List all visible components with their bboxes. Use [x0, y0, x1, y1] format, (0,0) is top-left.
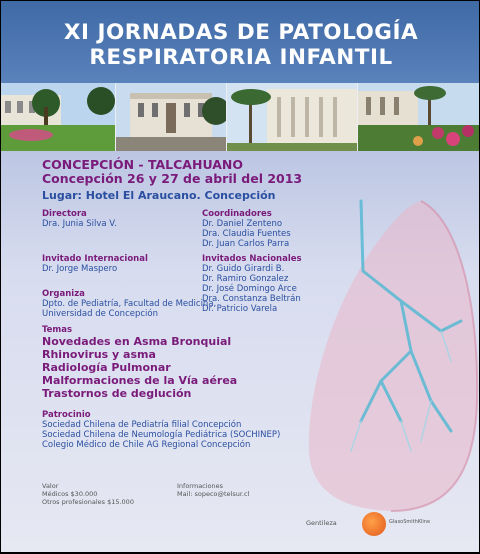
invitado-nacional-name: Dra. Constanza Beltrán: [202, 294, 301, 304]
organiza-line: Dpto. de Pediatría, Facultad de Medicina,: [42, 299, 217, 309]
invitado-nacional-name: Dr. Guido Girardi B.: [202, 264, 285, 274]
event-venue: Lugar: Hotel El Araucano. Concepción: [42, 189, 276, 202]
tema-item: Radiología Pulmonar: [42, 361, 171, 374]
lung-illustration: [301, 191, 479, 521]
valor-line: Médicos $30.000: [42, 490, 98, 498]
valor-label: Valor: [42, 482, 59, 490]
invitado-internacional-label: Invitado Internacional: [42, 254, 148, 264]
invitado-nacional-name: Dr. José Domingo Arce: [202, 284, 297, 294]
coordinadores-label: Coordinadores: [202, 209, 272, 219]
header-banner: [1, 1, 479, 83]
patrocinio-line: Colegio Médico de Chile AG Regional Concepción: [42, 440, 251, 450]
valor-line: Otros profesionales $15.000: [42, 498, 134, 506]
tema-item: Novedades en Asma Bronquial: [42, 335, 232, 348]
coordinador-name: Dra. Claudia Fuentes: [202, 229, 291, 239]
photo-flower-garden: [358, 83, 479, 151]
photo-campus-garden: [1, 83, 115, 151]
coordinador-name: Dr. Daniel Zenteno: [202, 219, 283, 229]
event-date: Concepción 26 y 27 de abril del 2013: [42, 171, 303, 186]
tema-item: Rhinovirus y asma: [42, 348, 156, 361]
glaxosmithkline-logo-text: GlaxoSmithKline: [389, 519, 431, 525]
photo-university-building: [116, 83, 226, 151]
organiza-label: Organiza: [42, 289, 85, 299]
organiza-line: Universidad de Concepción: [42, 309, 158, 319]
event-poster: [1, 1, 479, 552]
patrocinio-label: Patrocinio: [42, 410, 91, 420]
photo-palm-building: [227, 83, 357, 151]
event-city: CONCEPCIÓN - TALCAHUANO: [42, 157, 243, 172]
glaxosmithkline-logo: [362, 512, 386, 536]
directora-label: Directora: [42, 209, 87, 219]
temas-label: Temas: [42, 325, 73, 335]
title-line-1: XI JORNADAS DE PATOLOGÍA: [63, 20, 419, 45]
directora-name: Dra. Junia Silva V.: [42, 219, 117, 229]
invitado-nacional-name: Dr. Ramiro Gonzalez: [202, 274, 289, 284]
tema-item: Malformaciones de la Vía aérea: [42, 374, 238, 387]
invitado-internacional-name: Dr. Jorge Maspero: [42, 264, 118, 274]
coordinador-name: Dr. Juan Carlos Parra: [202, 239, 290, 249]
informaciones-label: Informaciones: [177, 482, 224, 490]
title-line-2: RESPIRATORIA INFANTIL: [89, 45, 393, 70]
tema-item: Trastornos de deglución: [42, 387, 192, 400]
gentileza-text: Gentileza: [306, 519, 337, 527]
patrocinio-line: Sociedad Chilena de Pediatría filial Concepción: [42, 420, 242, 430]
patrocinio-line: Sociedad Chilena de Neumología Pediátrica (SOCHINEP): [42, 430, 281, 440]
invitados-nacionales-label: Invitados Nacionales: [202, 254, 302, 264]
invitado-nacional-name: Dr. Patricio Varela: [202, 304, 278, 314]
informaciones-email: Mail: sopeco@telsur.cl: [177, 490, 250, 498]
